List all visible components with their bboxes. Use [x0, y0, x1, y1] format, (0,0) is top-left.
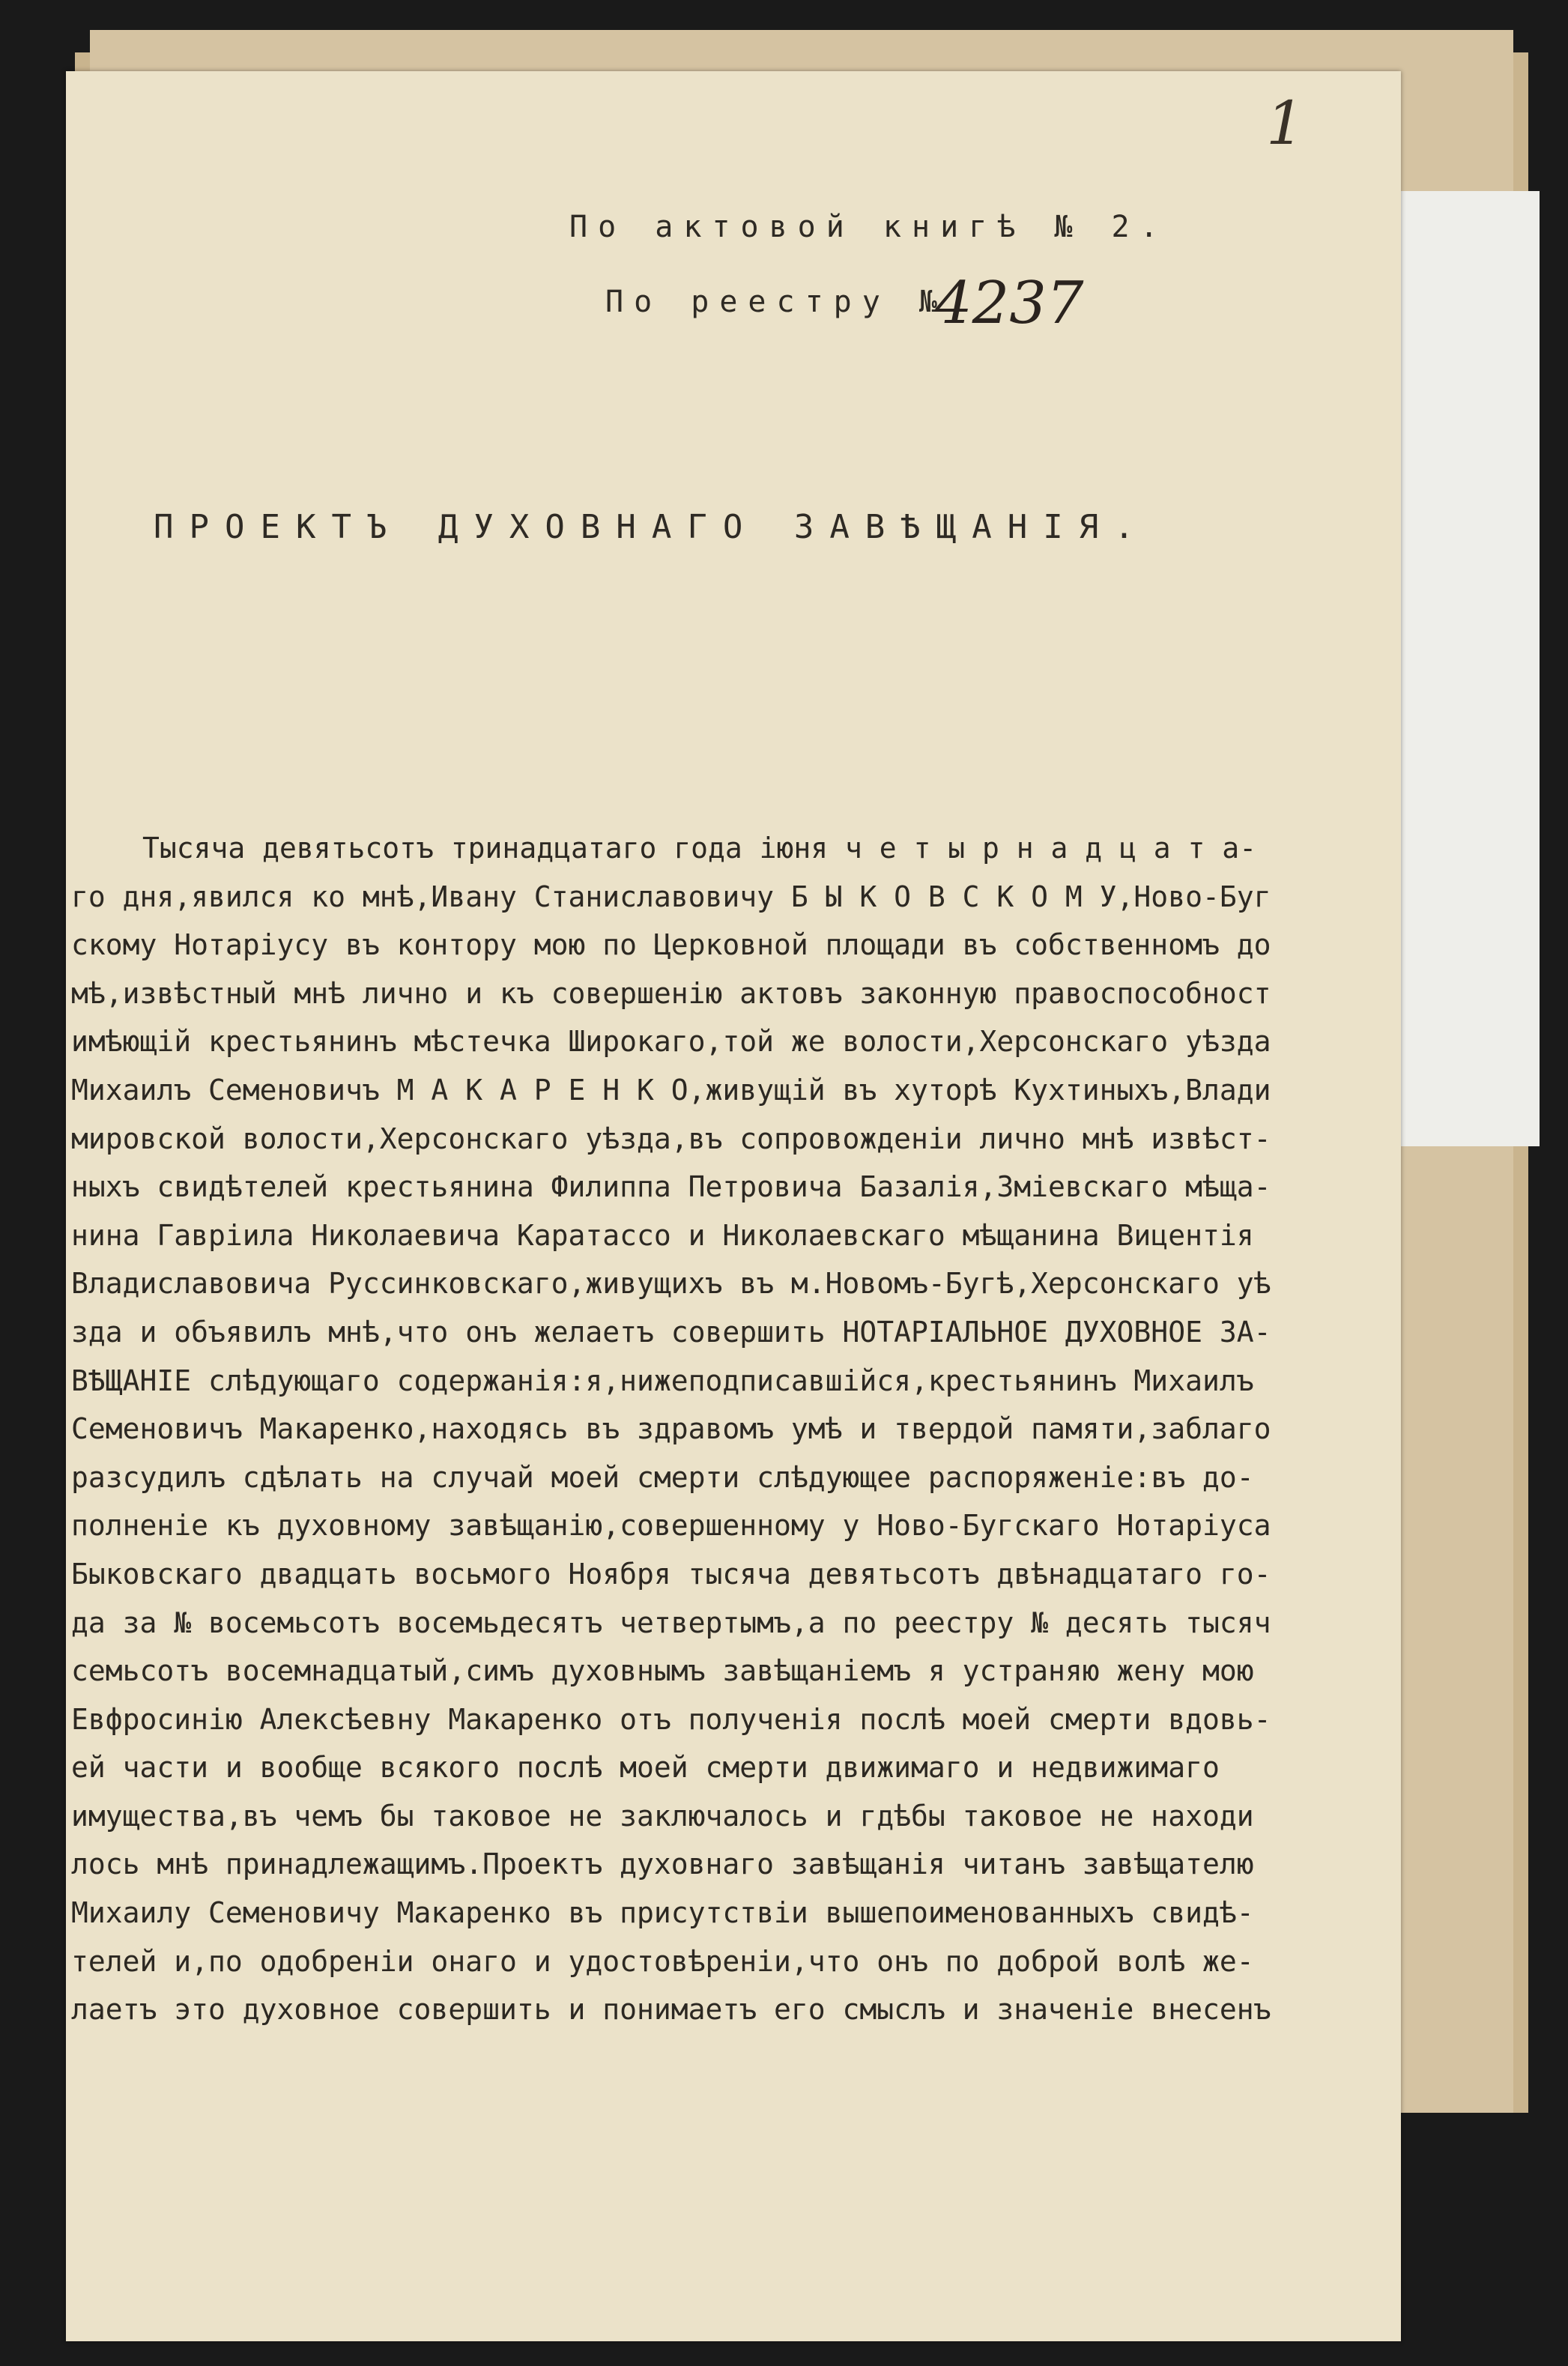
body-line: полненіе къ духовному завѣщанію,совершенному у Ново-Бугскаго Нотаріуса: [71, 1509, 1271, 1543]
document-body: [71, 824, 1360, 2034]
body-line: нина Гавріила Николаевича Каратассо и Николаевскаго мѣщанина Вицентія: [71, 1218, 1254, 1252]
body-line: Михаилъ Семеновичъ М А К А Р Е Н К О,живущій въ хуторѣ Кухтиныхъ,Влади: [71, 1073, 1271, 1107]
body-line: да за № восемьсотъ восемьдесятъ четвертымъ,а по реестру № десять тысяч: [71, 1606, 1271, 1639]
paper-slip: [1393, 191, 1540, 1146]
body-line: мѣ,извѣстный мнѣ лично и къ совершенію актовъ законную правоспособност: [71, 976, 1271, 1010]
body-line: лось мнѣ принадлежащимъ.Проектъ духовнаго завѣщанія читанъ завѣщателю: [71, 1848, 1254, 1881]
body-line: Евфросинію Алексѣевну Макаренко отъ полученія послѣ моей смерти вдовь-: [71, 1702, 1271, 1736]
body-line: Тысяча девятьсотъ тринадцатаго года іюня ч е т ы р н а д ц а т а-: [142, 832, 1257, 865]
body-line: Быковскаго двадцать восьмого Ноября тысяча девятьсотъ двѣнадцатаго го-: [71, 1557, 1271, 1591]
body-line: скому Нотаріусу въ контору мою по Церковной площади въ собственномъ до: [71, 928, 1271, 962]
body-line: мировской волости,Херсонскаго уѣзда,въ сопровожденіи лично мнѣ извѣст-: [71, 1122, 1271, 1155]
book-reference: По актовой книгѣ № 2.: [569, 210, 1169, 244]
body-line: Владиславовича Руссинковскаго,живущихъ въ м.Новомъ-Бугѣ,Херсонскаго уѣ: [71, 1267, 1271, 1301]
body-line: ныхъ свидѣтелей крестьянина Филиппа Петровича Базалія,Зміевскаго мѣща-: [71, 1170, 1271, 1204]
body-line: имѣющій крестьянинъ мѣстечка Широкаго,той же волости,Херсонскаго уѣзда: [71, 1025, 1271, 1059]
body-line: го дня,явился ко мнѣ,Ивану Станиславовичу Б Ы К О В С К О М У,Ново-Буг: [71, 880, 1271, 913]
body-line: ей части и вообще всякого послѣ моей смерти движимаго и недвижимаго: [71, 1751, 1220, 1785]
body-line: ВѢЩАНІЕ слѣдующаго содержанія:я,нижеподписавшійся,крестьянинъ Михаилъ: [71, 1364, 1254, 1397]
body-line: разсудилъ сдѣлать на случай моей смерти слѣдующее распоряженіе:въ до-: [71, 1460, 1254, 1494]
body-line: лаетъ это духовное совершить и понимаетъ его смыслъ и значеніе внесенъ: [71, 1993, 1271, 2027]
body-line: телей и,по одобреніи онаго и удостовѣреніи,что онъ по доброй волѣ же-: [71, 1944, 1254, 1978]
folio-number: 1: [1266, 88, 1304, 158]
document-title: ПРОЕКТЪ ДУХОВНАГО ЗАВѢЩАНІЯ.: [154, 508, 1150, 546]
body-line: Семеновичъ Макаренко,находясь въ здравомъ умѣ и твердой памяти,заблаго: [71, 1412, 1271, 1446]
body-line: семьсотъ восемнадцатый,симъ духовнымъ завѣщаніемъ я устраняю жену мою: [71, 1654, 1254, 1688]
register-label: По реестру №: [605, 285, 948, 319]
body-line: имущества,въ чемъ бы таковое не заключалось и гдѣбы таковое не находи: [71, 1799, 1254, 1833]
register-number-handwritten: 4237: [935, 270, 1084, 337]
body-line: Михаилу Семеновичу Макаренко въ присутствіи вышепоименованныхъ свидѣ-: [71, 1896, 1254, 1930]
body-line: зда и объявилъ мнѣ,что онъ желаетъ совершить НОТАРІАЛЬНОЕ ДУХОВНОЕ ЗА-: [71, 1315, 1271, 1349]
